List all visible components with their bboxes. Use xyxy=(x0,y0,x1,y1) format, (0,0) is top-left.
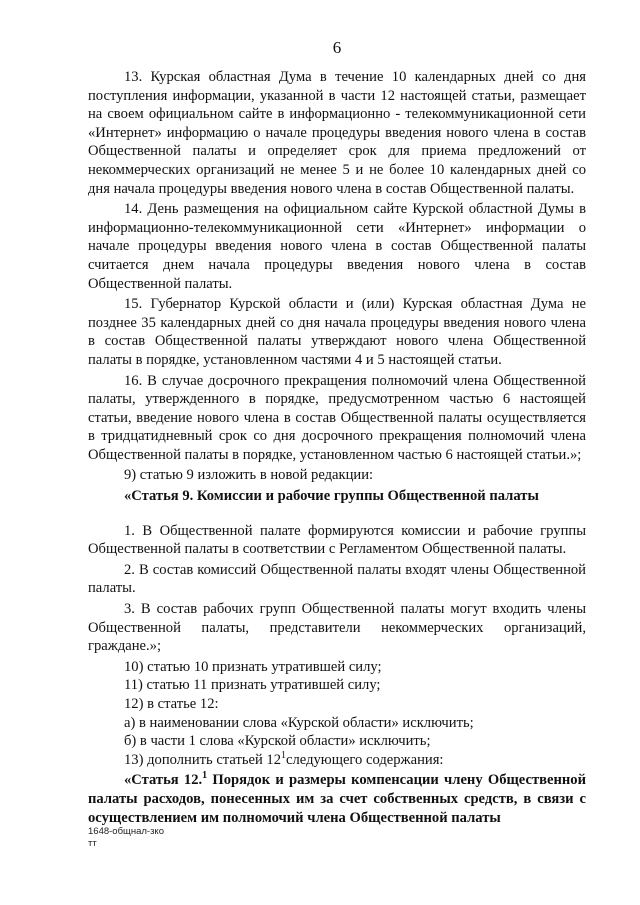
document-body xyxy=(88,68,586,827)
paragraph-13: 13. Курская областная Дума в течение 10 календарных дней со дня поступления информации, указанной в части 12 настоящей статьи, размещает на своем официальном сайте в информационно - телекоммуникационной сети «Интернет» информацию о начале процедуры введения нового члена в состав Общественной палаты и определяет срок для приема предложений от некоммерческих организаций не менее 5 и не более 10 календарных дней со дня начала процедуры введения нового члена в состав Общественной палаты. xyxy=(88,69,586,197)
footer-code: 1648-общнал-зко xyxy=(88,826,164,837)
item-13-superscript: 1 xyxy=(281,749,287,761)
amendment-item-12b: б) в части 1 слова «Курской области» исключить; xyxy=(124,733,431,750)
amendment-item-10: 10) статью 10 признать утратившей силу; xyxy=(124,658,382,675)
amendment-item-13 xyxy=(88,751,586,770)
article-12-1-prefix: «Статья 12. xyxy=(124,772,203,789)
article-9-part-1: 1. В Общественной палате формируются комиссии и рабочие группы Общественной палаты в соответствии с Регламентом Общественной палаты. xyxy=(88,522,586,558)
amendment-item-11: 11) статью 11 признать утратившей силу; xyxy=(124,677,381,694)
item-13-text-start: 13) дополнить статьей 12 xyxy=(124,751,282,768)
amendment-item-12a: а) в наименовании слова «Курской области» исключить; xyxy=(124,714,474,731)
article-12-1-superscript: 1 xyxy=(202,770,208,782)
amendment-item-12: 12) в статье 12: xyxy=(124,696,219,712)
article-12-1-title: Порядок и размеры компенсации члену Общественной палаты расходов, понесенных им за счет собственных средств, в связи с осуществлением им полномочий члена Общественной палаты xyxy=(88,772,586,826)
item-13-text-end: следующего содержания: xyxy=(286,751,444,768)
footer-initials: тт xyxy=(88,838,97,849)
page-number: 6 xyxy=(332,38,342,57)
document-footer xyxy=(88,826,164,850)
article-9-part-2: 2. В состав комиссий Общественной палаты входят члены Общественной палаты. xyxy=(88,561,586,597)
paragraph-16: 16. В случае досрочного прекращения полномочий члена Общественной палаты, утвержденного в порядке, предусмотренном частью 6 настоящей статьи, введение нового члена в состав Общественной палаты осуществляется в тридцатидневный срок со дня досрочного прекращения полномочий члена Общественной палаты в порядке, установленном частью 6 настоящей статьи.»; xyxy=(88,372,586,463)
article-12-1-heading xyxy=(88,771,586,827)
amendment-item-9: 9) статью 9 изложить в новой редакции: xyxy=(124,467,374,484)
article-9-part-3: 3. В состав рабочих групп Общественной палаты могут входить члены Общественной палаты, представители некоммерческих организаций, граждане.»; xyxy=(88,601,586,655)
article-9-heading: «Статья 9. Комиссии и рабочие группы Общественной палаты xyxy=(124,488,539,505)
paragraph-14: 14. День размещения на официальном сайте Курской областной Думы в информационно-телекоммуникационной сети «Интернет» информации о начале процедуры введения нового члена в состав Общественной палаты считается днем начала процедуры введения нового члена в состав Общественной палаты. xyxy=(88,201,586,292)
paragraph-15: 15. Губернатор Курской области и (или) Курская областная Дума не позднее 35 календарных дней со дня начала процедуры введения нового члена в состав Общественной палаты утверждают нового члена Общественной палаты в порядке, установленном частями 4 и 5 настоящей статьи. xyxy=(88,296,586,368)
